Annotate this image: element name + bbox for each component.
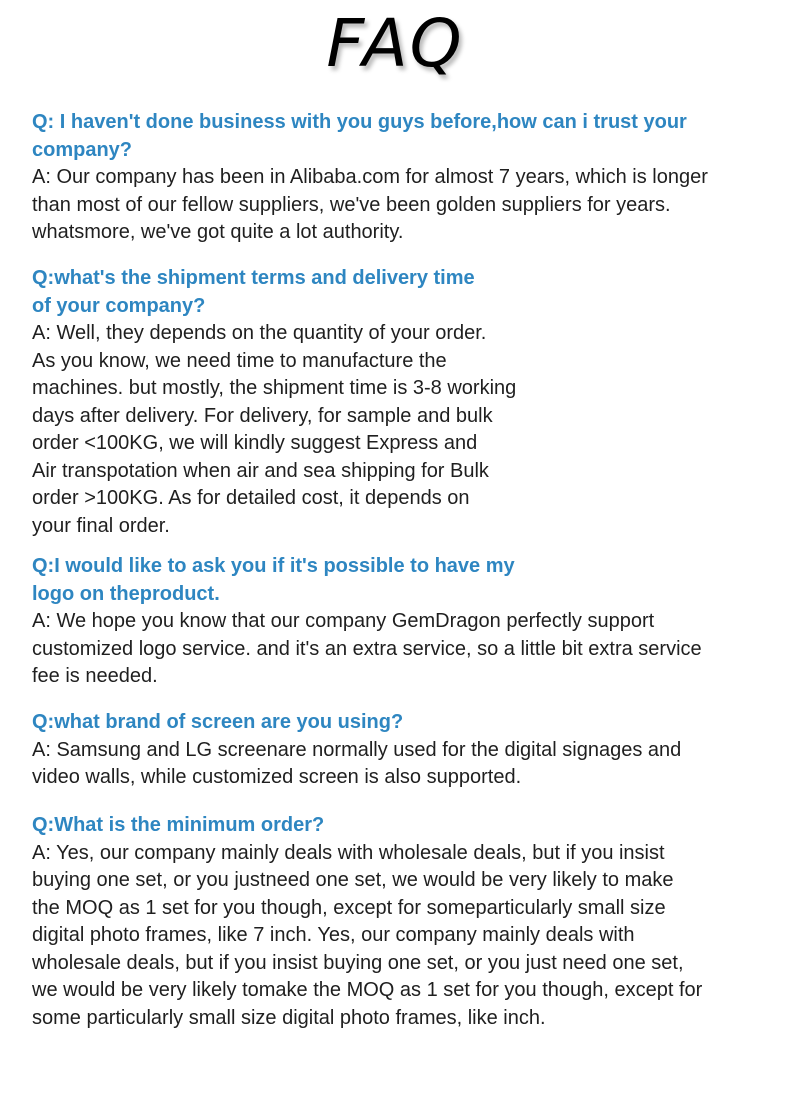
answer-line: some particularly small size digital photo frames, like inch. (32, 1006, 546, 1029)
answer-line: whatsmore, we've got quite a lot authority. (32, 221, 404, 243)
faq-question (32, 109, 708, 164)
faq-answer (32, 608, 702, 691)
answer-line: A: We hope you know that our company GemDragon perfectly support (32, 610, 655, 632)
answer-line: machines. but mostly, the shipment time is 3-8 working (32, 377, 517, 399)
answer-line: As you know, we need time to manufacture the (32, 349, 447, 372)
faq-question (32, 812, 702, 840)
faq-item-screen-brand (32, 709, 681, 792)
question-line: of your company? (32, 294, 206, 317)
answer-line: A: Our company has been in Alibaba.com for almost 7 years, which is longer (32, 166, 708, 188)
question-line: Q: I haven't done business with you guys before,how can i trust your (32, 111, 687, 133)
answer-line: customized logo service. and it's an extra service, so a little bit extra service (32, 637, 702, 660)
faq-answer (32, 320, 516, 540)
question-line: company? (32, 138, 133, 161)
faq-answer (32, 737, 681, 792)
faq-item-logo (32, 553, 702, 691)
faq-answer (32, 164, 708, 247)
faq-item-minimum-order (32, 812, 702, 1032)
answer-line: order >100KG. As for detailed cost, it depends on (32, 487, 470, 509)
faq-answer (32, 840, 702, 1033)
answer-line: than most of our fellow suppliers, we've been golden suppliers for years. (32, 193, 671, 216)
faq-question (32, 709, 681, 737)
answer-line: order <100KG, we will kindly suggest Express and (32, 432, 478, 454)
answer-line: your final order. (32, 514, 170, 537)
question-line: Q:What is the minimum order? (32, 814, 325, 836)
question-line: Q:what brand of screen are you using? (32, 711, 404, 733)
answer-line: video walls, while customized screen is also supported. (32, 766, 522, 788)
faq-question (32, 265, 516, 320)
question-line: logo on theproduct. (32, 582, 220, 605)
faq-question (32, 553, 702, 608)
question-line: Q:what's the shipment terms and delivery time (32, 267, 475, 289)
faq-item-shipment (32, 265, 516, 540)
answer-line: we would be very likely tomake the MOQ as 1 set for you though, except for (32, 979, 703, 1001)
faq-item-trust (32, 109, 708, 247)
answer-line: wholesale deals, but if you insist buying one set, or you just need one set, (32, 951, 684, 974)
page-title: FAQ (326, 5, 464, 82)
answer-line: Air transpotation when air and sea shipping for Bulk (32, 459, 489, 482)
answer-line: buying one set, or you justneed one set, we would be very likely to make (32, 869, 674, 891)
answer-line: days after delivery. For delivery, for sample and bulk (32, 404, 493, 427)
answer-line: digital photo frames, like 7 inch. Yes, our company mainly deals with (32, 924, 635, 946)
answer-line: A: Well, they depends on the quantity of your order. (32, 322, 487, 344)
answer-line: the MOQ as 1 set for you though, except for someparticularly small size (32, 896, 666, 919)
answer-line: A: Yes, our company mainly deals with wholesale deals, but if you insist (32, 841, 665, 864)
question-line: Q:I would like to ask you if it's possible to have my (32, 555, 515, 577)
answer-line: fee is needed. (32, 665, 158, 687)
answer-line: A: Samsung and LG screenare normally used for the digital signages and (32, 738, 682, 761)
